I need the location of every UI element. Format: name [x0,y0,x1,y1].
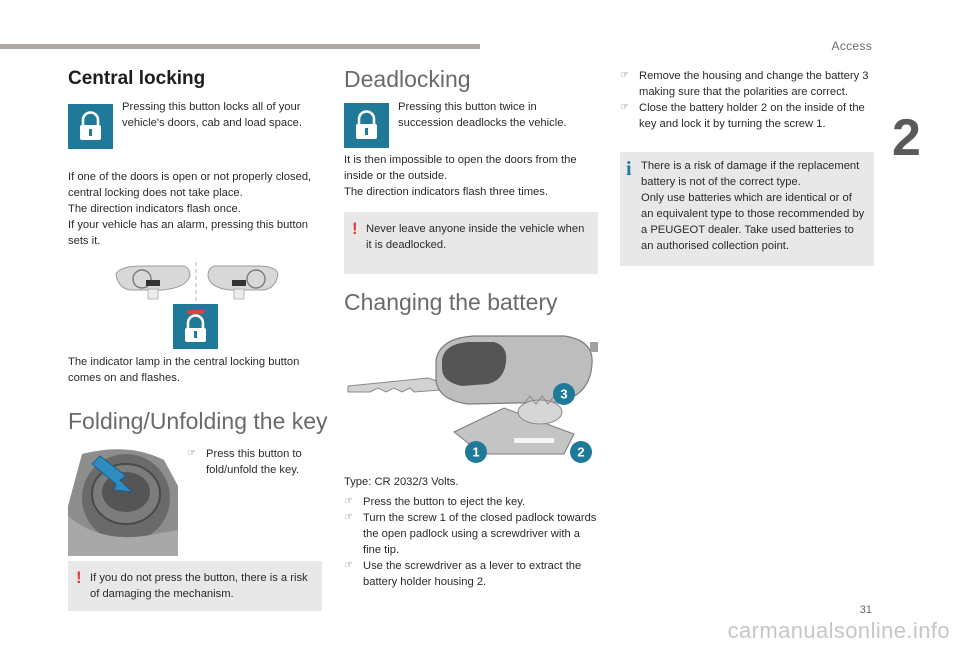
deadlocking-paragraph [344,152,600,200]
mirror-indicators-illustration [112,262,282,306]
battery-steps-left [344,494,600,590]
key-fold-button-illustration [68,446,178,556]
chapter-number: 2 [892,109,921,167]
deadlock-button-icon [344,103,389,148]
list-item: ☞ Use the screwdriver as a lever to extract the battery holder housing 2. [344,558,600,590]
paragraph-line: The direction indicators flash three times. [344,186,548,198]
battery-info-text [641,158,866,254]
section-title-central-locking: Central locking [68,68,206,89]
list-item: ☞ Press the button to eject the key. [344,494,600,510]
folding-bullet-list [187,446,317,478]
header-bar [0,44,480,49]
callout-1: 1 [472,444,480,460]
list-item: ☞ Press this button to fold/unfold the key. [187,446,317,478]
list-item: ☞ Close the battery holder 2 on the inside of the key and lock it by turning the screw 1. [620,100,874,132]
battery-info-box [620,152,874,266]
deadlocking-warning-box [344,212,598,274]
paragraph-line: The direction indicators flash once. [68,203,241,215]
deadlocking-button-desc: Pressing this button twice in succession deadlocks the vehicle. [398,101,567,129]
lock-button-icon [68,104,113,149]
list-item: ☞ Remove the housing and change the battery 3 making sure that the polarities are correct. [620,68,874,100]
lock-indicator-lamp-icon [173,304,218,349]
battery-steps-right [620,68,874,132]
page-number: 31 [859,604,872,616]
paragraph-line: If your vehicle has an alarm, pressing this button sets it. [68,219,309,247]
chapter-title: Access [831,39,872,53]
indicator-lamp-text: The indicator lamp in the central locking button comes on and flashes. [68,356,300,384]
key-battery-illustration [344,330,600,470]
section-title-battery: Changing the battery [344,289,558,315]
callout-3: 3 [560,386,568,402]
info-line: There is a risk of damage if the replacement battery is not of the correct type. [641,160,860,188]
paragraph-line: If one of the doors is open or not properly closed, central locking does not take place. [68,171,312,199]
list-item: ☞ Turn the screw 1 of the closed padlock towards the open padlock using a screwdriver with a fine tip. [344,510,600,558]
central-locking-paragraph [68,169,322,249]
info-line: Only use batteries which are identical or of an equivalent type to those recommended by a PEUGEOT dealer. Take used batteries to an authorised collection point. [641,192,865,252]
deadlocking-warning-text: Never leave anyone inside the vehicle when it is deadlocked. [366,223,585,251]
folding-warning-text: If you do not press the button, there is a risk of damaging the mechanism. [90,572,308,600]
callout-2: 2 [577,444,585,460]
warning-icon: ! [76,568,82,587]
section-title-folding: Folding/Unfolding the key [68,408,328,434]
watermark: carmanualsonline.info [727,618,950,643]
warning-icon: ! [352,219,358,238]
paragraph-line: It is then impossible to open the doors from the inside or the outside. [344,154,577,182]
info-icon: i [626,158,632,180]
central-locking-button-desc: Pressing this button locks all of your vehicle's doors, cab and load space. [122,101,303,129]
section-title-deadlocking: Deadlocking [344,66,471,92]
battery-type-text: Type: CR 2032/3 Volts. [344,476,459,488]
folding-warning-box [68,561,322,611]
